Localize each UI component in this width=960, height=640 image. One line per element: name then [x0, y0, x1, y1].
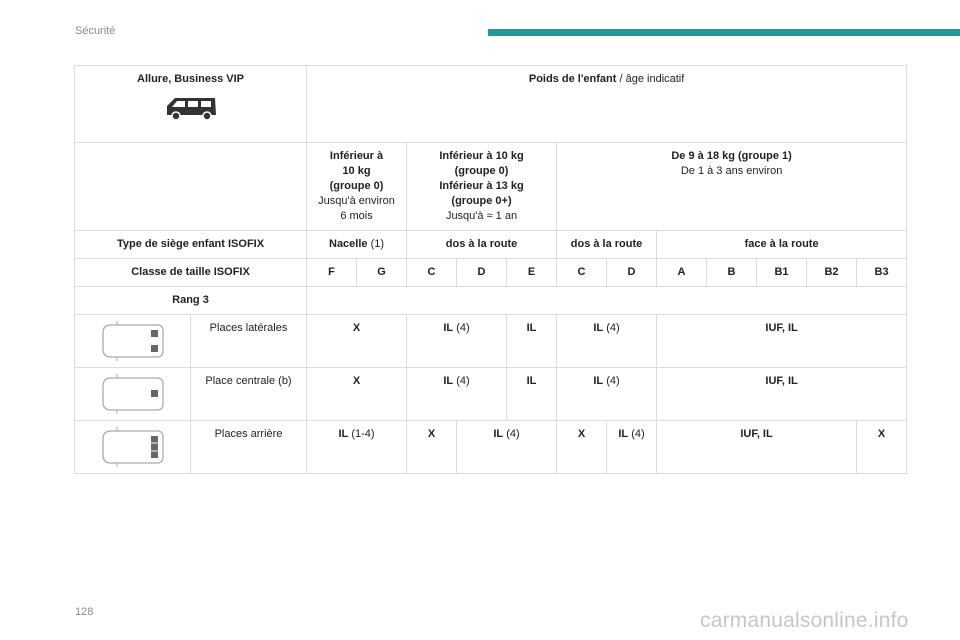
group-text: (groupe 0+): [451, 195, 512, 207]
group-text: (groupe 0): [329, 180, 384, 192]
rang-label: Rang 3: [75, 287, 307, 315]
size-class: G: [357, 259, 407, 287]
value-bold: IL: [593, 375, 604, 387]
seat-map-icon: [97, 374, 169, 414]
seat-type-nacelle: [307, 231, 407, 259]
size-class: B1: [757, 259, 807, 287]
seat-map-cell: [75, 368, 191, 421]
rang-row: [75, 287, 907, 315]
size-class: C: [407, 259, 457, 287]
value-bold: IL: [443, 375, 454, 387]
cell-value: IUF, IL: [657, 368, 907, 421]
value-note: (4): [603, 375, 620, 387]
table-row: [75, 421, 907, 474]
row-label: Places latérales: [191, 315, 307, 368]
cell-value: X: [407, 421, 457, 474]
size-class-row: [75, 259, 907, 287]
seat-type-label: Type de siège enfant ISOFIX: [75, 231, 307, 259]
size-class: B2: [807, 259, 857, 287]
row-label: Places arrière: [191, 421, 307, 474]
table-row: [75, 368, 907, 421]
seat-type-rear-facing-2: dos à la route: [557, 231, 657, 259]
empty-cell: [307, 287, 907, 315]
seat-map-icon: [97, 321, 169, 361]
cell-value: [457, 421, 557, 474]
cell-value: X: [307, 368, 407, 421]
group-age: 6 mois: [340, 210, 373, 222]
cell-value: [557, 368, 657, 421]
seat-type-rear-facing: dos à la route: [407, 231, 557, 259]
size-class: B: [707, 259, 757, 287]
weight-header: [307, 66, 907, 143]
group-text: De 9 à 18 kg (groupe 1): [671, 150, 792, 162]
nacelle-note: (1): [367, 238, 385, 250]
group-age: Jusqu'à ≈ 1 an: [445, 210, 518, 222]
seat-type-forward-facing: face à la route: [657, 231, 907, 259]
cell-value: IL: [507, 368, 557, 421]
seat-map-icon: [97, 427, 169, 467]
cell-value: X: [557, 421, 607, 474]
size-class: D: [607, 259, 657, 287]
nacelle-label: Nacelle: [329, 238, 368, 250]
size-class: D: [457, 259, 507, 287]
cell-value: X: [307, 315, 407, 368]
size-class: F: [307, 259, 357, 287]
cell-value: [607, 421, 657, 474]
isofix-table: [74, 65, 907, 474]
watermark: carmanualsonline.info: [700, 609, 909, 632]
cell-value: [407, 315, 507, 368]
seat-type-row: [75, 231, 907, 259]
value-note: (4): [628, 428, 645, 440]
weight-subtitle: / âge indicatif: [616, 73, 685, 85]
row-label: Place centrale (b): [191, 368, 307, 421]
group-text: Inférieur à: [329, 150, 384, 162]
group-age: Jusqu'à environ: [318, 195, 395, 207]
size-class: E: [507, 259, 557, 287]
value-bold: IL: [618, 428, 629, 440]
cell-value: [407, 368, 507, 421]
cell-value: [557, 315, 657, 368]
group-1-cell: [557, 143, 907, 231]
value-note: (4): [503, 428, 520, 440]
weight-title: Poids de l'enfant: [528, 73, 617, 85]
accent-bar: [488, 29, 960, 36]
value-note: (4): [603, 322, 620, 334]
group-0plus-cell: [407, 143, 557, 231]
size-class: A: [657, 259, 707, 287]
table-row: [75, 315, 907, 368]
cell-value: IUF, IL: [657, 421, 857, 474]
value-note: (4): [453, 322, 470, 334]
empty-cell: [75, 143, 307, 231]
size-class-label: Classe de taille ISOFIX: [75, 259, 307, 287]
seat-map-cell: [75, 315, 191, 368]
cell-value: [307, 421, 407, 474]
group-text: (groupe 0): [454, 165, 509, 177]
value-bold: IL: [443, 322, 454, 334]
group-age: De 1 à 3 ans environ: [680, 165, 783, 177]
value-note: (1-4): [348, 428, 375, 440]
section-title: Sécurité: [75, 25, 116, 37]
size-class: B3: [857, 259, 907, 287]
group-text: 10 kg: [342, 165, 371, 177]
size-class: C: [557, 259, 607, 287]
header-row: [75, 66, 907, 143]
seat-map-cell: [75, 421, 191, 474]
corner-cell: [75, 66, 307, 143]
value-bold: IL: [593, 322, 604, 334]
value-bold: IL: [338, 428, 349, 440]
group-text: Inférieur à 10 kg: [439, 150, 524, 162]
van-icon: [163, 95, 219, 121]
cell-value: X: [857, 421, 907, 474]
value-bold: IL: [493, 428, 504, 440]
cell-value: IL: [507, 315, 557, 368]
group-text: Inférieur à 13 kg: [439, 180, 524, 192]
version-title: Allure, Business VIP: [137, 73, 244, 85]
cell-value: IUF, IL: [657, 315, 907, 368]
group-0-cell: [307, 143, 407, 231]
groups-row: [75, 143, 907, 231]
page-number: 128: [75, 606, 94, 618]
value-note: (4): [453, 375, 470, 387]
